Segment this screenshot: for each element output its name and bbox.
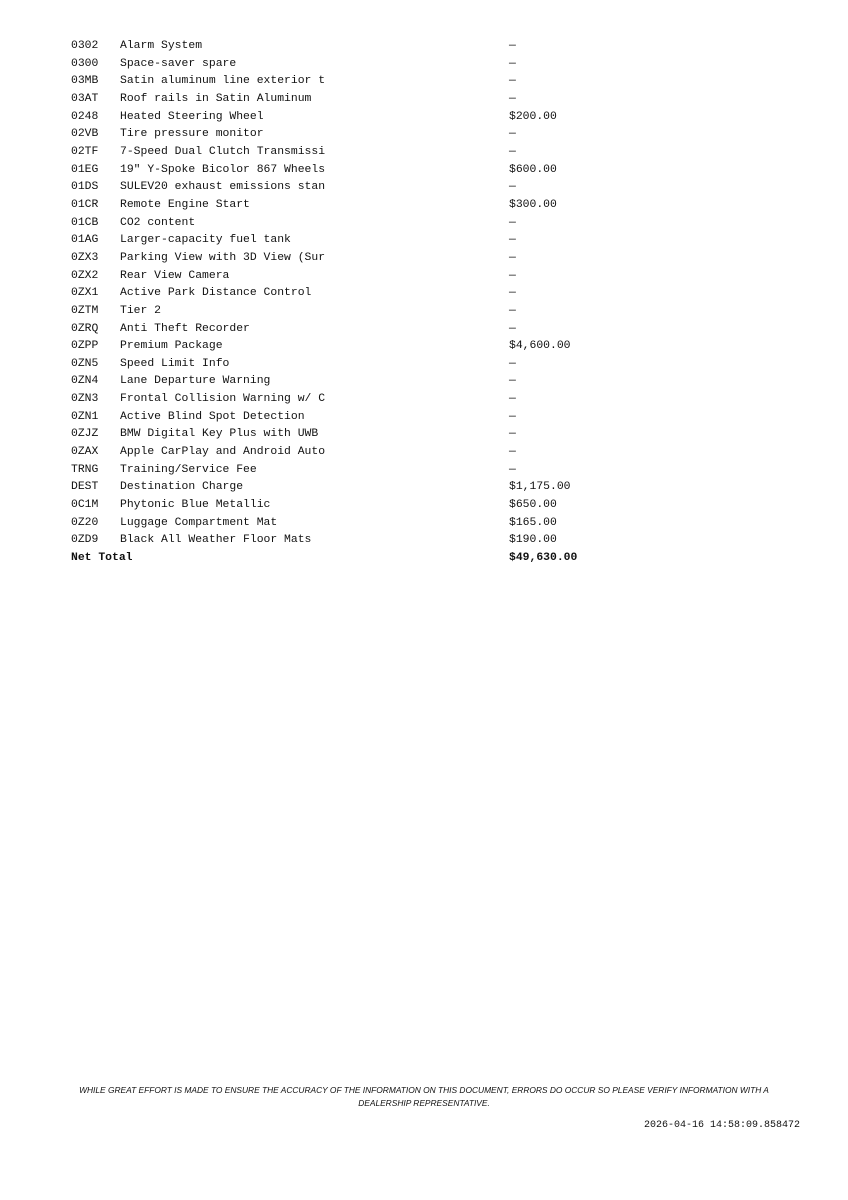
option-code: 0ZN3 (71, 393, 99, 406)
option-price: — (509, 234, 516, 247)
option-description: Active Park Distance Control (120, 287, 312, 300)
option-price: $650.00 (509, 499, 557, 512)
option-row (71, 162, 629, 180)
option-price: $4,600.00 (509, 340, 571, 353)
option-description: Luggage Compartment Mat (120, 516, 278, 529)
document-timestamp: 2026-04-16 14:58:09.858472 (643, 1120, 800, 1131)
option-price: — (509, 57, 516, 70)
option-description: Rear View Camera (120, 269, 230, 282)
option-price: $600.00 (509, 163, 557, 176)
option-row (71, 56, 629, 74)
option-code: 0C1M (71, 499, 99, 512)
option-code: 01DS (71, 181, 99, 194)
option-row (71, 91, 629, 109)
option-description: CO2 content (120, 216, 196, 229)
option-code: 03AT (71, 92, 99, 105)
option-description: Premium Package (120, 340, 223, 353)
option-description: Apple CarPlay and Android Auto (120, 446, 326, 459)
option-code: 0ZAX (71, 446, 99, 459)
option-row (71, 356, 629, 374)
option-code: DEST (71, 481, 99, 494)
option-row (71, 497, 629, 515)
option-description: Speed Limit Info (120, 357, 230, 370)
option-price: — (509, 269, 516, 282)
option-row (71, 409, 629, 427)
net-total-row (71, 550, 629, 568)
option-description: Destination Charge (120, 481, 244, 494)
option-row (71, 444, 629, 462)
option-price: — (509, 40, 516, 52)
option-price: — (509, 375, 516, 388)
option-price: — (509, 446, 516, 459)
option-price: $190.00 (509, 534, 557, 547)
option-row (71, 250, 629, 268)
option-description: Tire pressure monitor (120, 128, 264, 141)
option-description: Larger-capacity fuel tank (120, 234, 291, 247)
option-price: — (509, 251, 516, 264)
options-table (71, 38, 629, 568)
option-code: TRNG (71, 463, 99, 476)
option-description: Heated Steering Wheel (120, 110, 264, 123)
option-code: 02VB (71, 128, 99, 141)
option-description: Roof rails in Satin Aluminum (120, 92, 312, 105)
option-row (71, 38, 629, 56)
option-price: — (509, 463, 516, 476)
option-code: 0248 (71, 110, 99, 123)
option-code: 01CB (71, 216, 99, 229)
option-row (71, 391, 629, 409)
option-price: — (509, 216, 516, 229)
option-description: BMW Digital Key Plus with UWB (120, 428, 319, 441)
option-price: — (509, 92, 516, 105)
option-row (71, 268, 629, 286)
option-price: $1,175.00 (509, 481, 571, 494)
option-price: — (509, 128, 516, 141)
option-price: — (509, 393, 516, 406)
option-code: 01AG (71, 234, 99, 247)
option-row (71, 126, 629, 144)
option-price: — (509, 304, 516, 317)
option-row (71, 197, 629, 215)
option-price: $300.00 (509, 198, 557, 211)
option-code: 0ZRQ (71, 322, 99, 335)
option-code: 0ZX2 (71, 269, 99, 282)
option-price: — (509, 428, 516, 441)
option-price: — (509, 145, 516, 158)
option-code: 0ZN1 (71, 410, 99, 423)
option-row (71, 515, 629, 533)
net-total-label: Net Total (71, 552, 133, 565)
option-code: 0ZTM (71, 304, 99, 317)
option-row (71, 321, 629, 339)
option-price: — (509, 322, 516, 335)
option-code: 0ZX1 (71, 287, 99, 300)
option-description: Training/Service Fee (120, 463, 257, 476)
option-description: Lane Departure Warning (120, 375, 271, 388)
option-price: — (509, 410, 516, 423)
option-description: Space-saver spare (120, 57, 237, 70)
option-row (71, 338, 629, 356)
option-code: 0ZD9 (71, 534, 99, 547)
option-code: 01EG (71, 163, 99, 176)
option-price: $200.00 (509, 110, 557, 123)
option-row (71, 426, 629, 444)
option-code: 0Z20 (71, 516, 99, 529)
option-price: — (509, 75, 516, 88)
option-row (71, 303, 629, 321)
option-row (71, 144, 629, 162)
option-code: 03MB (71, 75, 99, 88)
option-code: 0ZX3 (71, 251, 99, 264)
option-description: Active Blind Spot Detection (120, 410, 305, 423)
option-description: Frontal Collision Warning w/ C (120, 393, 326, 406)
option-price: — (509, 181, 516, 194)
option-code: 0ZN4 (71, 375, 99, 388)
option-row (71, 232, 629, 250)
option-description: 7-Speed Dual Clutch Transmissi (120, 145, 326, 158)
net-total-value: $49,630.00 (509, 552, 578, 565)
option-description: Satin aluminum line exterior t (120, 75, 326, 88)
option-code: 02TF (71, 145, 99, 158)
option-row (71, 73, 629, 91)
option-price: — (509, 357, 516, 370)
options-table-body (71, 38, 629, 550)
option-row (71, 109, 629, 127)
option-description: Parking View with 3D View (Sur (120, 251, 326, 264)
option-description: SULEV20 exhaust emissions stan (120, 181, 326, 194)
option-price: $165.00 (509, 516, 557, 529)
option-row (71, 462, 629, 480)
option-row (71, 532, 629, 550)
option-description: Black All Weather Floor Mats (120, 534, 312, 547)
option-code: 0302 (71, 40, 99, 52)
option-row (71, 179, 629, 197)
option-row (71, 285, 629, 303)
option-description: Tier 2 (120, 304, 162, 317)
option-description: Phytonic Blue Metallic (120, 499, 271, 512)
option-description: 19" Y-Spoke Bicolor 867 Wheels (120, 163, 326, 176)
option-code: 0ZN5 (71, 357, 99, 370)
option-description: Alarm System (120, 40, 203, 52)
option-code: 0ZJZ (71, 428, 99, 441)
option-code: 01CR (71, 198, 99, 211)
disclaimer-text: WHILE GREAT EFFORT IS MADE TO ENSURE THE ACCURACY OF THE INFORMATION ON THIS DOCUMENT, ERRORS DO OCCUR SO PLEASE VERIFY INFORMATION WITH A DEALERSHIP REPRESENTATIVE. (79, 1085, 769, 1108)
option-description: Remote Engine Start (120, 198, 250, 211)
option-row (71, 215, 629, 233)
option-price: — (509, 287, 516, 300)
option-description: Anti Theft Recorder (120, 322, 250, 335)
option-code: 0300 (71, 57, 99, 70)
option-row (71, 479, 629, 497)
option-code: 0ZPP (71, 340, 99, 353)
option-row (71, 373, 629, 391)
